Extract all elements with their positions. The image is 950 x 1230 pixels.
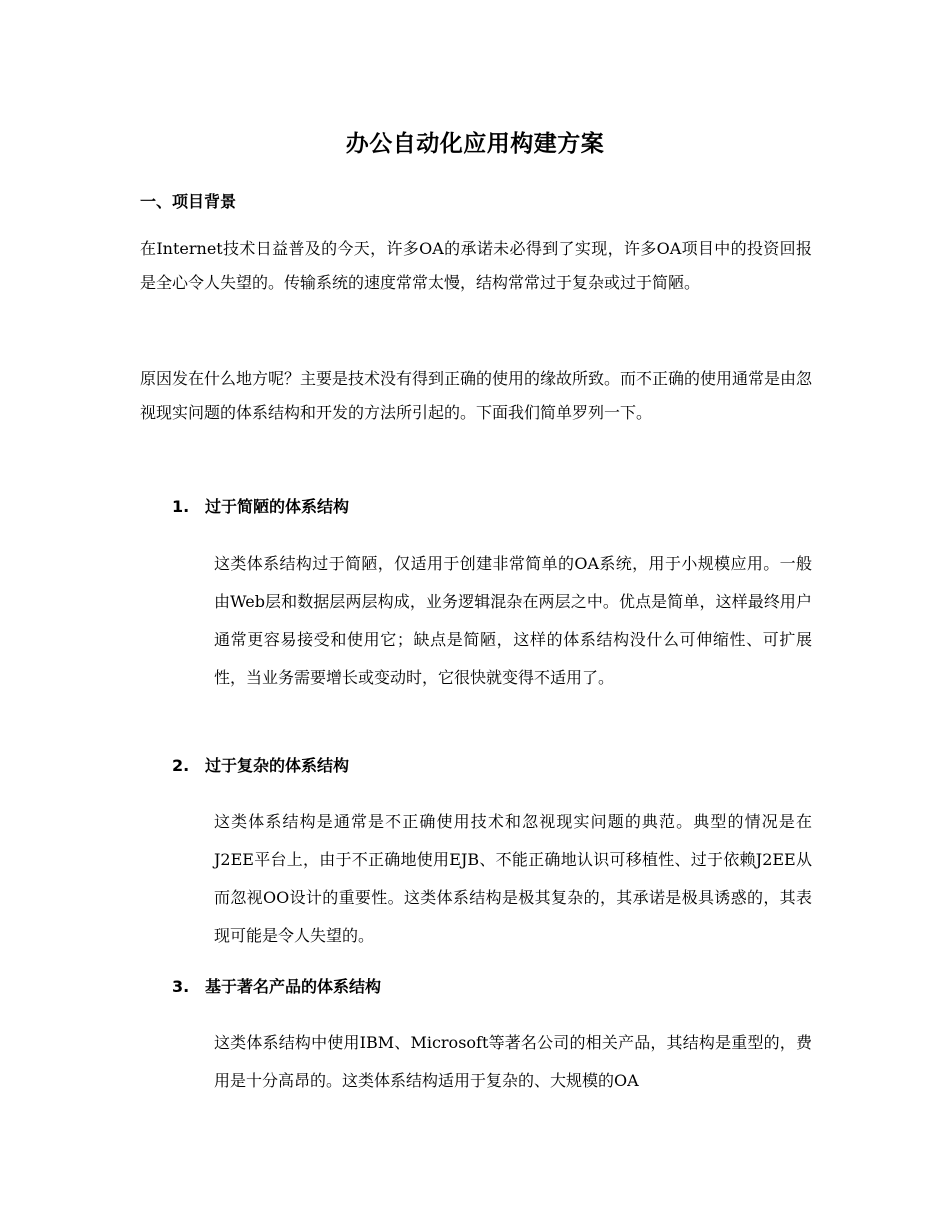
section-heading-background: 一、项目背景 [140,192,237,211]
list-item-body-1: 这类体系结构过于简陋，仅适用于创建非常简单的OA系统，用于小规模应用。一般由Web层和数据层两层构成，业务逻辑混杂在两层之中。优点是简单，这样最终用户通常更容易接受和使用它；缺点是简陋，这样的体系结构没什么可伸缩性、可扩展性，当业务需要增长或变动时，它很快就变得不适用了。 [214,554,812,687]
list-item-title: 基于著名产品的体系结构 [205,977,382,996]
paragraph-intro: 在Internet技术日益普及的今天，许多OA的承诺未必得到了实现，许多OA项目中的投资回报是全心令人失望的。传输系统的速度常常太慢，结构常常过于复杂或过于简陋。 [140,239,812,292]
list-item-heading-2 [172,753,349,779]
list-item-title: 过于复杂的体系结构 [205,756,350,775]
list-item-number: 3. [172,977,190,996]
list-item-body-2: 这类体系结构是通常是不正确使用技术和忽视现实问题的典范。典型的情况是在J2EE平台上，由于不正确地使用EJB、不能正确地认识可移植性、过于依赖J2EE从而忽视OO设计的重要性。这类体系结构是极其复杂的，其承诺是极具诱惑的，其表现可能是令人失望的。 [214,812,812,945]
list-item-number: 2. [172,756,190,775]
list-item-heading-1 [172,494,349,520]
list-item-title: 过于简陋的体系结构 [205,497,350,516]
list-item-heading-3 [172,974,381,1000]
list-item-body-3: 这类体系结构中使用IBM、Microsoft等著名公司的相关产品，其结构是重型的，费用是十分高昂的。这类体系结构适用于复杂的、大规模的OA [214,1033,812,1090]
list-item-number: 1. [172,497,190,516]
document-title: 办公自动化应用构建方案 [345,131,605,157]
paragraph-cause: 原因发在什么地方呢？主要是技术没有得到正确的使用的缘故所致。而不正确的使用通常是由忽视现实问题的体系结构和开发的方法所引起的。下面我们简单罗列一下。 [140,369,813,422]
